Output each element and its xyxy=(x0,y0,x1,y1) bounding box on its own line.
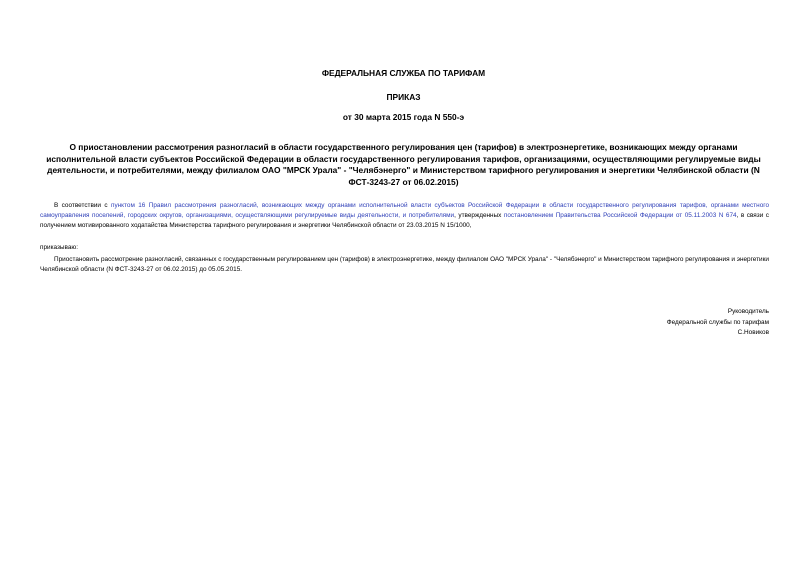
document-title: О приостановлении рассмотрения разногласий в области государственного регулирования цен (тарифов) в электроэнергетике, возникающих между органами исполнительной власти субъектов Российской Федерации в области государственного регулирования тарифов, организациями, осуществляющими регулируемые виды деятельности, и потребителями, между филиалом ОАО "МРСК Урала" - "Челябэнерго" и Министерством тарифного регулирования и энергетики Челябинской области (N ФСТ-3243-27 от 06.02.2015) xyxy=(46,142,761,187)
doc-type: ПРИКАЗ xyxy=(386,92,421,102)
preamble-paragraph xyxy=(40,201,769,232)
signer-position: Руководитель xyxy=(727,308,769,315)
order-word: приказываю: xyxy=(40,244,78,251)
signer-name: С.Новиков xyxy=(737,329,769,337)
government-decree-link[interactable]: постановлением Правительства Российской Федерации от 05.11.2003 N 674 xyxy=(503,212,737,220)
preamble-mid: , утвержденных xyxy=(454,212,504,220)
order-paragraph: Приостановить рассмотрение разногласий, связанных с государственным регулированием цен (тарифов) в электроэнергетике, между филиалом ОАО "МРСК Урала" - "Челябэнерго" и Министерством тарифного регулирования и энергетики Челябинской области (N ФСТ-3243-27 от 06.02.2015) до 05.05.2015. xyxy=(40,256,769,274)
doc-date-number: от 30 марта 2015 года N 550-э xyxy=(342,112,465,122)
preamble-tail: , в связи с получением мотивированного ходатайства Министерства тарифного регулирования и энергетики Челябинской области от 23.03.2015 N 15/1000, xyxy=(40,212,769,230)
rules-link[interactable]: пунктом 16 Правил рассмотрения разногласий, возникающих между органами исполнительной власти субъектов Российской Федерации в области государственного регулирования тарифов, органами местного самоуправления поселений, городских округов, организациями, осуществляющими регулируемые виды деятельности, и потребителями xyxy=(40,202,769,220)
signature-block xyxy=(667,307,769,339)
signer-org: Федеральной службы по тарифам xyxy=(666,318,769,326)
preamble-lead: В соответствии с xyxy=(54,202,111,209)
agency-title: ФЕДЕРАЛЬНАЯ СЛУЖБА ПО ТАРИФАМ xyxy=(321,68,486,78)
